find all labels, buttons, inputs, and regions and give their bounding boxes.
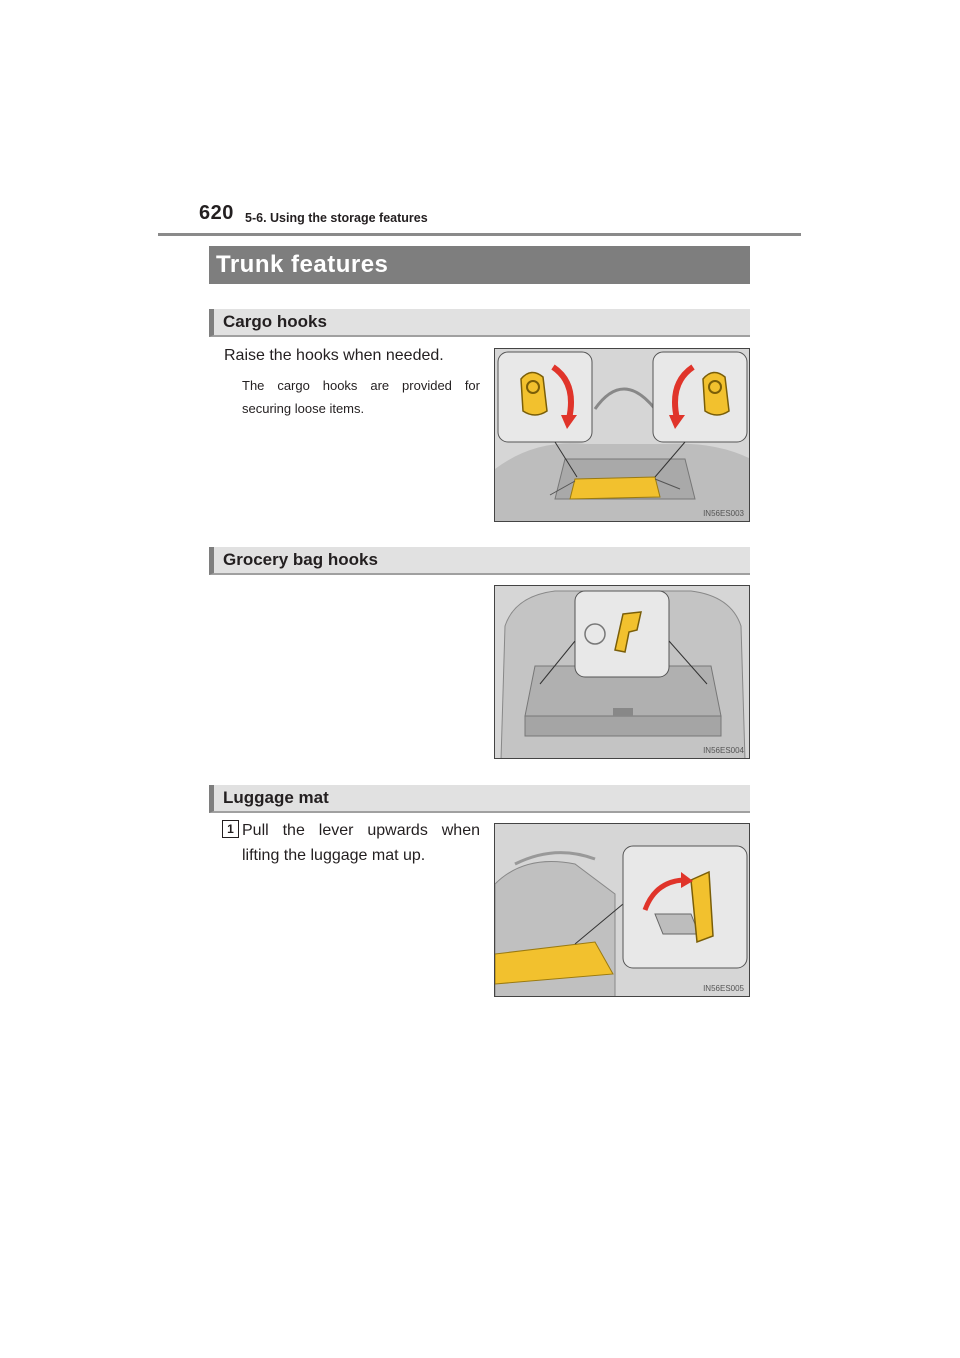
figure-code: IN56ES004 (703, 746, 744, 755)
page-number: 620 (199, 202, 234, 224)
step-number-badge: 1 (222, 820, 239, 838)
page-title: Trunk features (209, 246, 750, 284)
figure-code: IN56ES005 (703, 984, 744, 993)
luggage-mat-illustration (494, 823, 750, 997)
cargo-hooks-illustration (494, 348, 750, 522)
luggage-mat-heading: Luggage mat (209, 785, 750, 813)
figure-code: IN56ES003 (703, 509, 744, 518)
header-rule (158, 233, 801, 236)
luggage-mat-step-text: Pull the lever upwards when lifting the luggage mat up. (242, 822, 480, 864)
cargo-hooks-heading: Cargo hooks (209, 309, 750, 337)
cargo-hooks-body: Raise the hooks when needed. (224, 347, 444, 364)
grocery-bag-hooks-heading: Grocery bag hooks (209, 547, 750, 575)
grocery-bag-hooks-illustration (494, 585, 750, 759)
section-reference: 5-6. Using the storage features (245, 211, 428, 225)
cargo-hooks-note: The cargo hooks are provided for securing loose items. (242, 378, 480, 416)
